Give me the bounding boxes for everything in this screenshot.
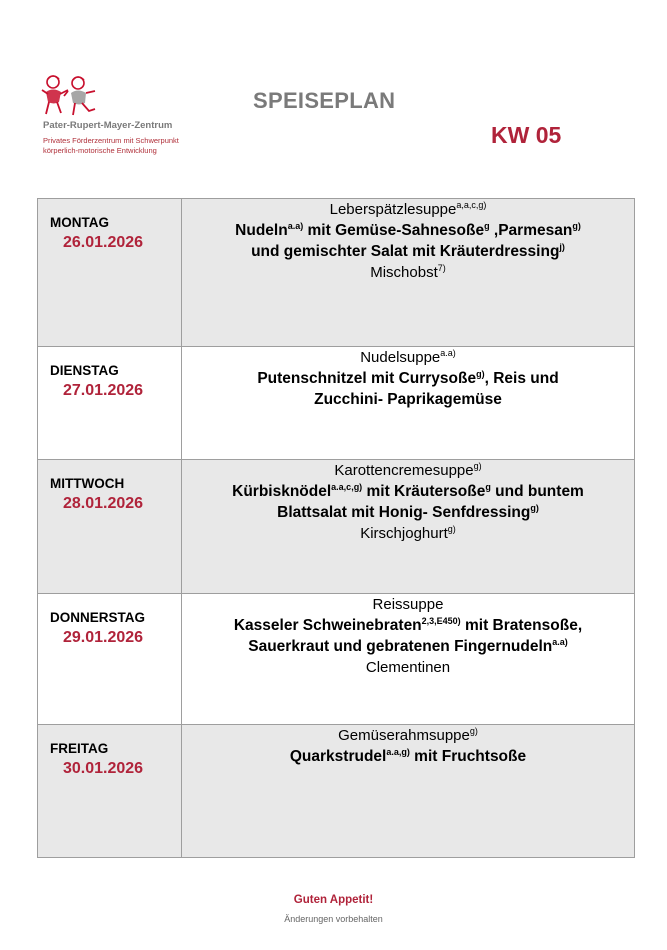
day-date: 29.01.2026 xyxy=(63,629,144,646)
day-cell xyxy=(38,199,182,347)
day-row-monday xyxy=(38,199,635,347)
day-name: MITTWOCH xyxy=(50,476,125,491)
day-cell xyxy=(38,347,182,460)
org-subtitle-2: körperlich-motorische Entwicklung xyxy=(43,146,157,155)
dessert: Clementinen xyxy=(365,659,451,676)
org-subtitle-1: Privates Förderzentrum mit Schwerpunkt xyxy=(43,136,179,145)
main-course: Kürbisknödel$^{a.a,c,g)}$ mit Kräutersoße$^g$ und buntem xyxy=(232,481,584,500)
day-row-friday xyxy=(38,725,635,858)
day-date: 27.01.2026 xyxy=(63,382,144,399)
meals-cell xyxy=(182,725,635,858)
children-logo-icon xyxy=(40,74,100,120)
meals-cell xyxy=(182,594,635,725)
soup: Karottencremesuppe$^{g)}$ xyxy=(334,461,482,479)
main-course-line2: Blattsalat mit Honig- Senfdressing$^{g)}$ xyxy=(277,502,539,521)
soup: Leberspätzlesuppe$^{a,a,c,g)}$ xyxy=(329,200,487,218)
day-row-tuesday xyxy=(38,347,635,460)
day-date: 30.01.2026 xyxy=(63,760,144,777)
soup: Gemüserahmsuppe$^{g)}$ xyxy=(338,726,478,744)
day-name: DIENSTAG xyxy=(50,363,119,378)
main-course-line2: Sauerkraut und gebratenen Fingernudeln$^{a.a)}$ xyxy=(248,636,568,655)
day-date: 26.01.2026 xyxy=(63,234,144,251)
day-cell xyxy=(38,460,182,594)
main-course-line2: Zucchini- Paprikagemüse xyxy=(314,391,502,408)
day-cell xyxy=(38,725,182,858)
soup: Reissuppe xyxy=(372,596,444,613)
org-name: Pater-Rupert-Mayer-Zentrum xyxy=(43,120,173,131)
main-course: Nudeln$^{a.a)}$ mit Gemüse-Sahnesoße$^g$ ,Parmesan$^{g)}$ xyxy=(235,220,581,239)
day-name: MONTAG xyxy=(50,215,109,230)
main-course-line2: und gemischter Salat mit Kräuterdressing$^{j)}$ xyxy=(251,241,565,260)
page-title: SPEISEPLAN xyxy=(253,88,396,113)
week-label: KW 05 xyxy=(491,122,562,148)
day-cell xyxy=(38,594,182,725)
footer-note: Änderungen vorbehalten xyxy=(284,914,383,924)
meals-cell xyxy=(182,347,635,460)
dessert: Mischobst$^{7)}$ xyxy=(370,263,446,281)
day-row-thursday xyxy=(38,594,635,725)
soup: Nudelsuppe$^{a.a)}$ xyxy=(360,348,456,366)
main-course: Putenschnitzel mit Currysoße$^{g)}$, Reis und xyxy=(257,368,559,387)
main-course: Kasseler Schweinebraten$^{2,3,E450)}$ mit Bratensoße, xyxy=(233,615,583,634)
menu-table xyxy=(37,198,635,858)
footer-greeting: Guten Appetit! xyxy=(293,894,374,906)
meals-cell xyxy=(182,460,635,594)
day-row-wednesday xyxy=(38,460,635,594)
day-date: 28.01.2026 xyxy=(63,495,144,512)
dessert: Kirschjoghurt$^{g)}$ xyxy=(360,524,456,542)
day-name: FREITAG xyxy=(50,741,109,756)
day-name: DONNERSTAG xyxy=(50,610,146,625)
main-course: Quarkstrudel$^{a.a,g)}$ mit Fruchtsoße xyxy=(289,746,527,765)
meals-cell xyxy=(182,199,635,347)
